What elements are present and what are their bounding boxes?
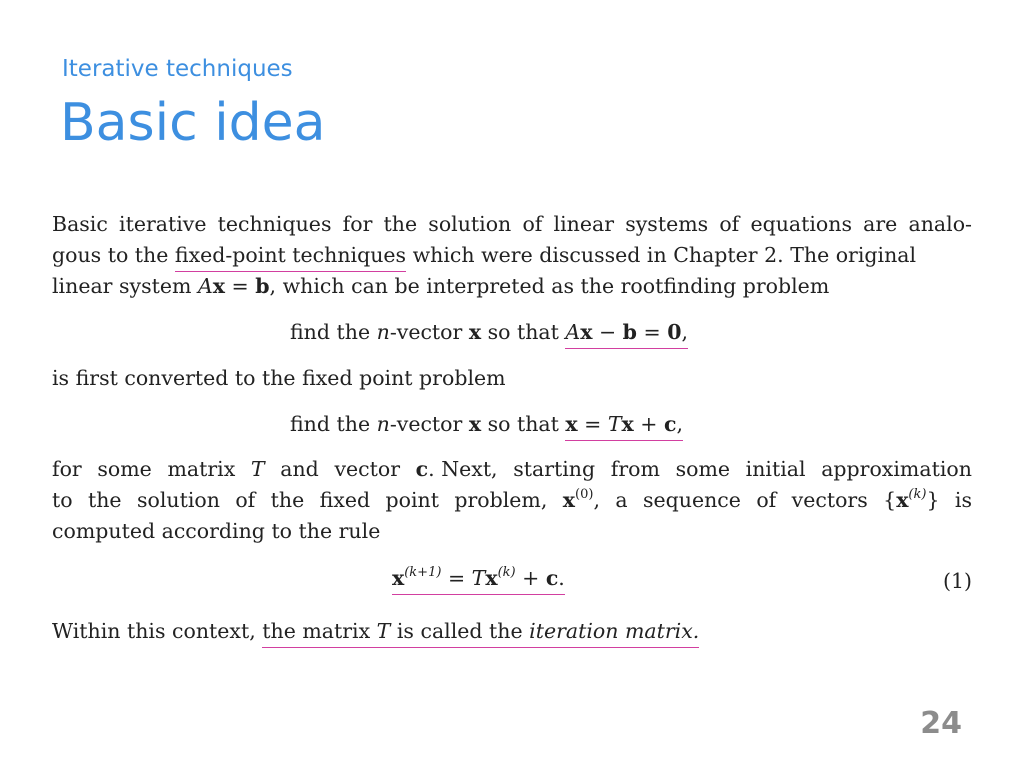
math-operator: = [637,320,668,344]
brace: { [883,488,897,512]
word: matrix [167,457,236,481]
punctuation: , [676,412,683,436]
text-fragment: linear system [52,274,198,298]
word: to [52,488,73,512]
math-symbol: x [212,274,225,298]
punctuation: , [681,320,689,344]
math-symbol: x [621,412,634,436]
text-fragment: gous to the [52,243,175,267]
italic-term: iteration matrix. [529,619,700,643]
word: solution [428,212,512,236]
word: the [383,212,418,236]
word: of [719,212,740,236]
word: point [385,488,439,512]
equation-fixed-point [290,414,683,435]
paragraph2-line3: computed according to the rule [52,519,381,543]
math-symbol: x [485,566,498,590]
math-symbol: T [250,457,265,481]
math-symbol: T [376,619,391,643]
highlight-iteration-matrix [262,619,699,648]
word: initial [745,457,806,481]
word: for [342,212,373,236]
math-symbol: T [607,412,622,436]
word: and [280,457,319,481]
math-symbol: x [562,488,576,512]
superscript: (0) [575,487,594,502]
math-operator: + [633,412,664,436]
word: approximation [821,457,972,481]
text-fragment: the matrix [262,619,377,643]
word: analo- [908,212,972,236]
word: vector [334,457,401,481]
math-symbol: x [565,412,578,436]
equation-iteration-rule [392,565,565,590]
highlight-x-tx-c [565,412,683,441]
punctuation: . [558,566,565,590]
paragraph2-line1 [52,459,972,480]
slide-subtitle: Iterative techniques [62,56,293,82]
word: fixed [319,488,371,512]
word: of [522,212,543,236]
closing-line [52,621,699,642]
math-operator: + [515,566,546,590]
text-fragment: is called the [390,619,530,643]
text-fragment: so that [481,320,566,344]
word: iterative [119,212,207,236]
word: systems [625,212,709,236]
math-symbol: x [468,320,482,344]
paragraph2-line2 [52,487,972,512]
word: from [610,457,660,481]
word: . Next, [428,457,498,481]
math-symbol: c [545,566,559,590]
punctuation: , [593,488,600,512]
math-symbol: b [622,320,637,344]
paragraph1-line3 [52,276,829,297]
superscript: (k+1) [404,565,442,580]
word: is [954,488,972,512]
math-symbol: x [896,488,909,512]
text-fragment: -vector [389,412,469,436]
math-symbol: 0 [667,320,682,344]
word: vectors [791,488,868,512]
math-symbol: c [663,412,677,436]
text-fragment: find the [290,412,377,436]
math-operator: = [577,412,608,436]
highlight-ax-b [565,320,688,349]
paragraph1-line1 [52,214,972,235]
equation-number: (1) [942,569,972,593]
word: a [615,488,628,512]
superscript: (k) [497,565,516,580]
text-fragment: , which can be interpreted as the rootfinding problem [269,274,830,298]
text-fragment: so that [481,412,566,436]
word: the [87,488,122,512]
page-number: 24 [920,706,962,741]
word: are [863,212,898,236]
brace: } [926,488,940,512]
word: for [52,457,82,481]
superscript: (k) [908,487,927,502]
math-operator: − [592,320,623,344]
slide-title: Basic idea [60,93,326,153]
math-operator: = [224,274,256,298]
converted-line: is first converted to the fixed point problem [52,366,506,390]
math-symbol: x [392,566,405,590]
text-fragment: which were discussed in Chapter 2. The original [406,243,917,267]
math-symbol: x [468,412,482,436]
word: linear [553,212,615,236]
word: sequence [642,488,741,512]
word: starting [513,457,596,481]
word: solution [136,488,220,512]
math-symbol: n [376,412,390,436]
math-symbol: T [471,566,486,590]
word: problem, [454,488,548,512]
word: of [756,488,777,512]
word: techniques [217,212,332,236]
word: of [235,488,256,512]
word: the [270,488,305,512]
text-fragment: -vector [389,320,469,344]
text-fragment: Within this context, [52,619,263,643]
paragraph1-line2 [52,245,916,266]
equation-rootfinding [290,322,688,343]
highlight-iteration-rule [392,566,565,595]
math-symbol: b [255,274,270,298]
word: some [97,457,152,481]
text-fragment: find the [290,320,377,344]
word: equations [750,212,852,236]
math-symbol: c [415,457,429,481]
word: Basic [52,212,108,236]
math-symbol: A [197,274,213,298]
math-symbol: x [580,320,593,344]
highlight-fixed-point: fixed-point techniques [175,243,406,272]
math-symbol: A [565,320,581,344]
math-operator: = [441,566,472,590]
word: some [675,457,731,481]
math-symbol: n [376,320,390,344]
